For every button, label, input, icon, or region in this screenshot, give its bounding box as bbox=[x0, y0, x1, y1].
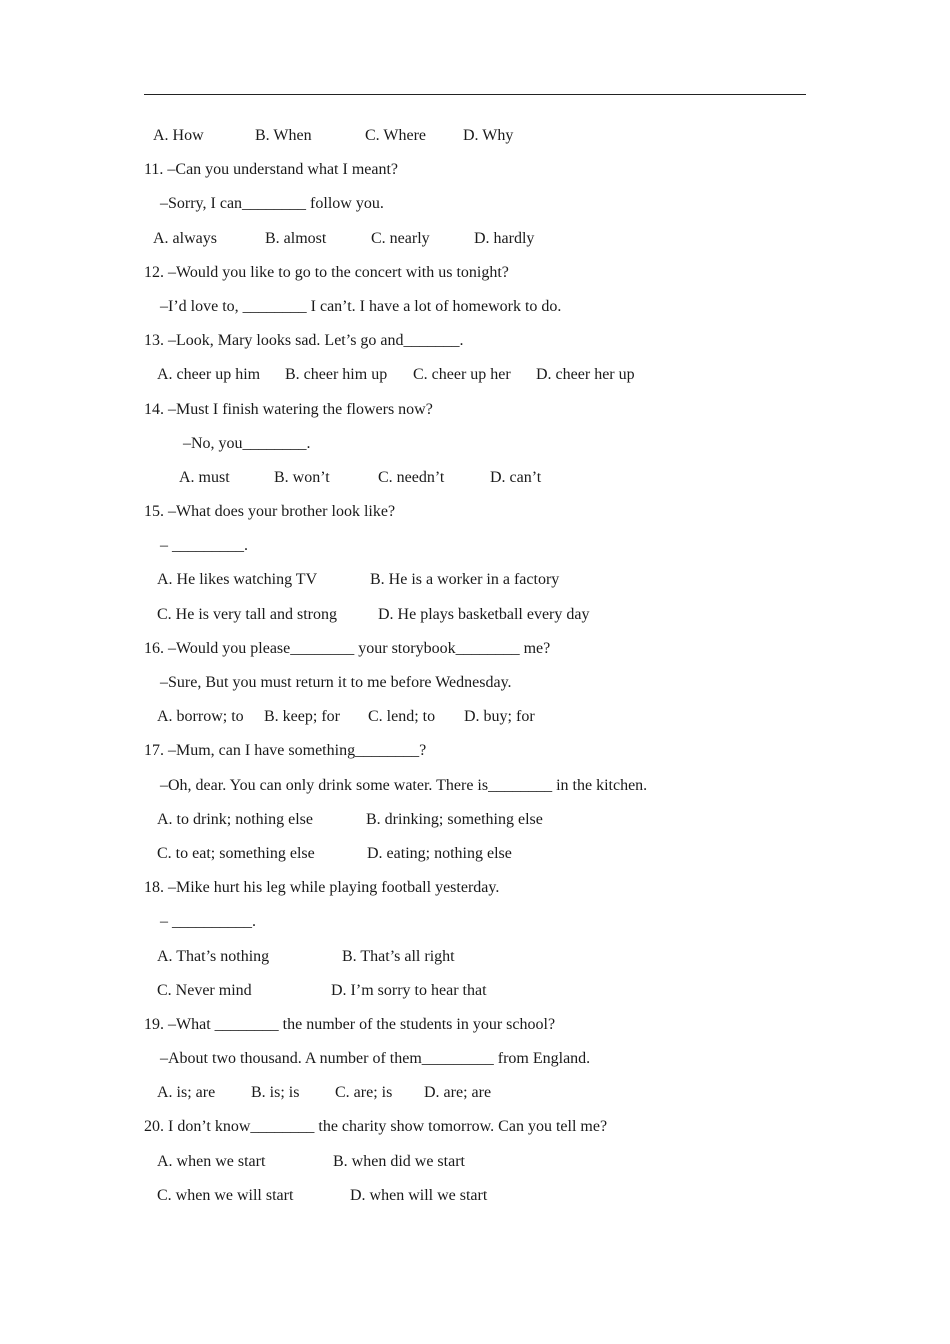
option-text: B. That’s all right bbox=[342, 947, 455, 965]
options-row bbox=[144, 705, 806, 739]
question-stem bbox=[144, 637, 806, 671]
option-text: C. lend; to bbox=[368, 708, 436, 726]
option-text: B. almost bbox=[265, 229, 327, 247]
option-text: C. are; is bbox=[335, 1084, 393, 1102]
option-text: D. when will we start bbox=[350, 1186, 488, 1204]
options-row bbox=[144, 1081, 806, 1115]
options-row bbox=[144, 363, 806, 397]
options-row bbox=[144, 568, 806, 602]
reply-text: – _________. bbox=[160, 537, 248, 555]
option-text: D. hardly bbox=[474, 229, 535, 247]
option-text: C. cheer up her bbox=[413, 366, 511, 384]
option-text: C. needn’t bbox=[378, 468, 445, 486]
option-text: A. He likes watching TV bbox=[157, 571, 318, 589]
reply-text: –Sure, But you must return it to me before Wednesday. bbox=[160, 674, 512, 691]
option-text: B. drinking; something else bbox=[366, 810, 543, 828]
dialogue-reply bbox=[144, 295, 806, 329]
option-text: D. are; are bbox=[424, 1084, 492, 1102]
question-list bbox=[144, 124, 806, 1218]
option-text: C. Never mind bbox=[157, 981, 252, 999]
option-text: D. eating; nothing else bbox=[367, 844, 512, 862]
question-text: 15. –What does your brother look like? bbox=[144, 503, 396, 521]
dialogue-reply bbox=[144, 432, 806, 466]
option-text: A. is; are bbox=[157, 1084, 216, 1102]
question-text: 16. –Would you please________ your storybook________ me? bbox=[144, 639, 551, 657]
dialogue-reply bbox=[144, 910, 806, 944]
question-text: 19. –What ________ the number of the students in your school? bbox=[144, 1015, 556, 1033]
question-stem bbox=[144, 1115, 806, 1149]
options-row bbox=[144, 227, 806, 261]
option-text: A. That’s nothing bbox=[157, 947, 270, 965]
option-text: D. buy; for bbox=[464, 708, 535, 726]
option-text: B. He is a worker in a factory bbox=[370, 571, 560, 589]
options-row bbox=[144, 842, 806, 876]
question-text: 18. –Mike hurt his leg while playing football yesterday. bbox=[144, 879, 500, 897]
option-text: A. to drink; nothing else bbox=[157, 810, 313, 828]
options-row bbox=[144, 945, 806, 979]
options-row bbox=[144, 979, 806, 1013]
reply-text: –Sorry, I can________ follow you. bbox=[160, 195, 384, 213]
question-text: 11. –Can you understand what I meant? bbox=[144, 161, 399, 179]
options-row bbox=[144, 808, 806, 842]
options-row bbox=[144, 124, 806, 158]
dialogue-reply bbox=[144, 671, 806, 705]
option-text: A. borrow; to bbox=[157, 708, 244, 726]
options-row bbox=[144, 466, 806, 500]
options-row bbox=[144, 603, 806, 637]
option-text: C. nearly bbox=[371, 229, 430, 247]
dialogue-reply bbox=[144, 1047, 806, 1081]
options-row bbox=[144, 1150, 806, 1184]
option-text: A. when we start bbox=[157, 1152, 266, 1170]
reply-text: –About two thousand. A number of them_________ from England. bbox=[160, 1050, 591, 1068]
reply-text: – __________. bbox=[160, 913, 256, 931]
option-text: A. cheer up him bbox=[157, 366, 261, 384]
option-text: C. to eat; something else bbox=[157, 844, 315, 862]
option-text: B. cheer him up bbox=[285, 366, 388, 384]
option-text: D. cheer her up bbox=[536, 366, 635, 384]
option-text: C. Where bbox=[365, 127, 427, 144]
header-rule bbox=[144, 94, 806, 95]
question-stem bbox=[144, 1013, 806, 1047]
question-stem bbox=[144, 876, 806, 910]
question-text: 12. –Would you like to go to the concert with us tonight? bbox=[144, 263, 509, 281]
option-text: A. always bbox=[153, 229, 217, 247]
options-row bbox=[144, 1184, 806, 1218]
option-text: D. He plays basketball every day bbox=[378, 605, 590, 623]
option-text: A. must bbox=[179, 468, 230, 486]
option-text: A. How bbox=[153, 127, 204, 144]
question-stem bbox=[144, 398, 806, 432]
dialogue-reply bbox=[144, 534, 806, 568]
reply-text: –Oh, dear. You can only drink some water. There is________ in the kitchen. bbox=[160, 776, 648, 794]
option-text: B. won’t bbox=[274, 468, 330, 486]
option-text: C. He is very tall and strong bbox=[157, 605, 337, 623]
option-text: D. Why bbox=[463, 127, 514, 144]
option-text: C. when we will start bbox=[157, 1186, 294, 1204]
reply-text: –I’d love to, ________ I can’t. I have a lot of homework to do. bbox=[160, 297, 562, 315]
question-text: 20. I don’t know________ the charity show tomorrow. Can you tell me? bbox=[144, 1118, 608, 1136]
question-stem bbox=[144, 500, 806, 534]
option-text: B. when did we start bbox=[333, 1152, 465, 1170]
option-text: B. When bbox=[255, 127, 312, 144]
question-stem bbox=[144, 329, 806, 363]
option-text: B. is; is bbox=[251, 1084, 300, 1102]
question-stem bbox=[144, 158, 806, 192]
option-text: D. I’m sorry to hear that bbox=[331, 981, 487, 999]
question-text: 14. –Must I finish watering the flowers now? bbox=[144, 400, 433, 418]
reply-text: –No, you________. bbox=[183, 434, 311, 452]
question-text: 13. –Look, Mary looks sad. Let’s go and_______. bbox=[144, 332, 464, 350]
question-stem bbox=[144, 261, 806, 295]
dialogue-reply bbox=[144, 774, 806, 808]
option-text: D. can’t bbox=[490, 468, 542, 486]
question-text: 17. –Mum, can I have something________? bbox=[144, 742, 427, 760]
option-text: B. keep; for bbox=[264, 708, 340, 726]
dialogue-reply bbox=[144, 192, 806, 226]
question-stem bbox=[144, 739, 806, 773]
